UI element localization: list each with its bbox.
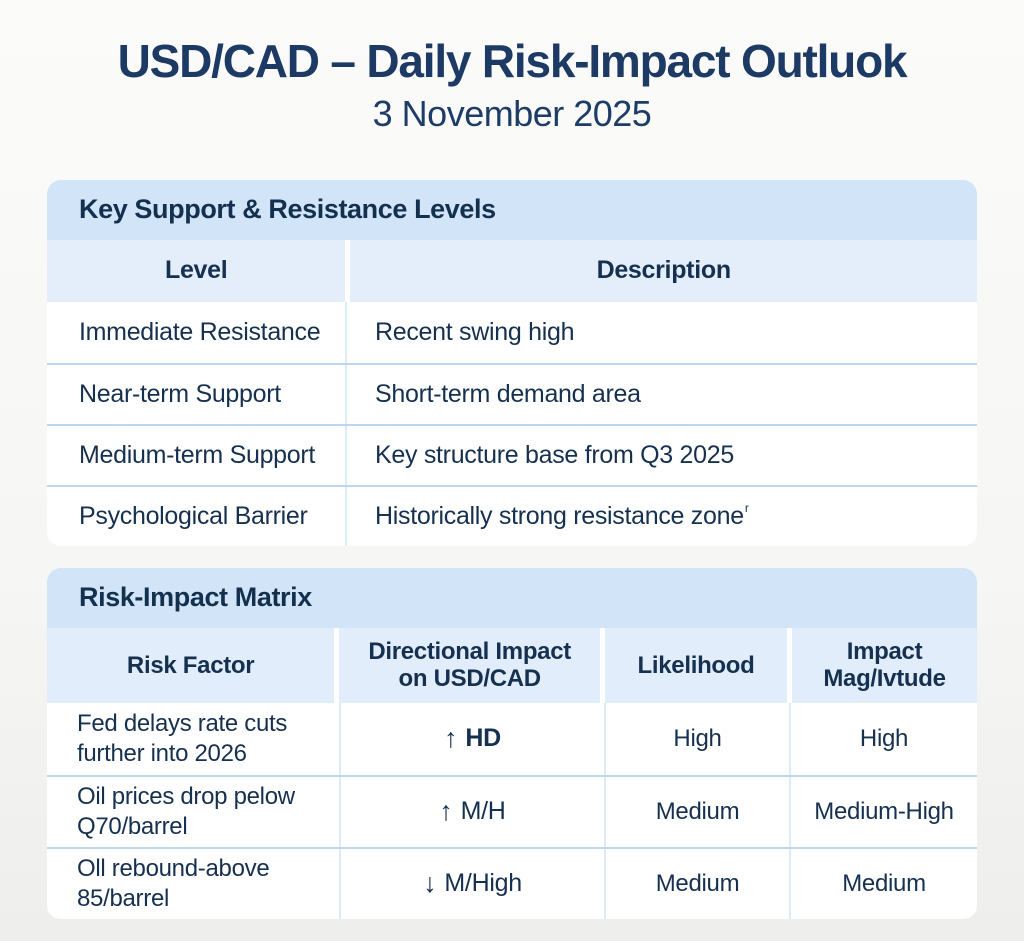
impact-magnitude-cell: Medium: [789, 849, 977, 919]
description-text: Recent swing high: [375, 317, 575, 346]
column-header-text: Likelihood: [637, 651, 755, 679]
title-block: [0, 34, 1024, 138]
direction-label: M/H: [460, 797, 506, 826]
column-header-impact-magnitude: [792, 628, 977, 703]
description-text: Short-term demand area: [375, 379, 641, 408]
description-cell: [347, 426, 977, 485]
table-row: [47, 424, 977, 485]
level-cell: Near-term Support: [47, 365, 347, 424]
table-row: [47, 363, 977, 424]
column-header-description: Description: [350, 240, 977, 302]
description-cell: [347, 365, 977, 424]
description-text: Key structure base from Q3 2025: [375, 440, 734, 469]
description-cell: [347, 302, 977, 363]
level-cell: Immediate Resistance: [47, 302, 347, 363]
up-arrow-icon: ↑: [439, 796, 453, 827]
impact-magnitude-cell: Medium-High: [789, 777, 977, 847]
support-section-title: Key Support & Resistance Levels: [47, 180, 977, 240]
column-header-line2: Mag/Ivtude: [823, 665, 946, 693]
matrix-row: [47, 847, 977, 919]
support-column-headers: [47, 240, 977, 302]
column-header-directional-impact: [339, 628, 600, 703]
directional-impact-cell: [339, 777, 604, 847]
likelihood-cell: Medium: [604, 849, 789, 919]
direction-label: HD: [465, 724, 501, 753]
likelihood-cell: High: [604, 703, 789, 775]
column-header-level: Level: [47, 240, 345, 302]
column-header-risk-factor: [47, 628, 334, 703]
description-text: Historically strong resistance zone: [375, 501, 744, 530]
description-cell: [347, 487, 977, 546]
matrix-row: [47, 703, 977, 775]
likelihood-cell: Medium: [604, 777, 789, 847]
table-row: [47, 302, 977, 363]
column-header-text: Risk Factor: [126, 651, 255, 679]
column-header-line2: on USD/CAD: [398, 665, 541, 693]
up-arrow-icon: ↑: [444, 723, 458, 754]
matrix-row: [47, 775, 977, 847]
column-header-likelihood: [605, 628, 787, 703]
level-cell: Medium-term Support: [47, 426, 347, 485]
level-cell: Psychological Barrier: [47, 487, 347, 546]
impact-magnitude-cell: High: [789, 703, 977, 775]
down-arrow-icon: ↓: [423, 868, 437, 899]
directional-impact-cell: [339, 703, 604, 775]
risk-impact-matrix-card: [47, 568, 977, 919]
description-superscript: r: [744, 500, 749, 515]
page-title: USD/CAD – Daily Risk-Impact Outluok: [117, 35, 907, 87]
risk-factor-cell: Oll rebound-above 85/barrel: [77, 854, 270, 912]
risk-factor-cell: Oil prices drop pelow Q70/barrel: [77, 782, 295, 840]
support-resistance-card: [47, 180, 977, 546]
risk-factor-cell: Fed delays rate cuts further into 2026: [77, 709, 288, 767]
column-header-line1: Directional Impact: [368, 637, 571, 665]
matrix-section-title: Risk-Impact Matrix: [47, 568, 977, 628]
directional-impact-cell: [339, 849, 604, 919]
matrix-column-headers: [47, 628, 977, 703]
column-header-line1: Impact: [846, 637, 923, 665]
page-subtitle: 3 November 2025: [372, 93, 652, 135]
direction-label: M/High: [444, 869, 522, 898]
table-row: [47, 485, 977, 546]
